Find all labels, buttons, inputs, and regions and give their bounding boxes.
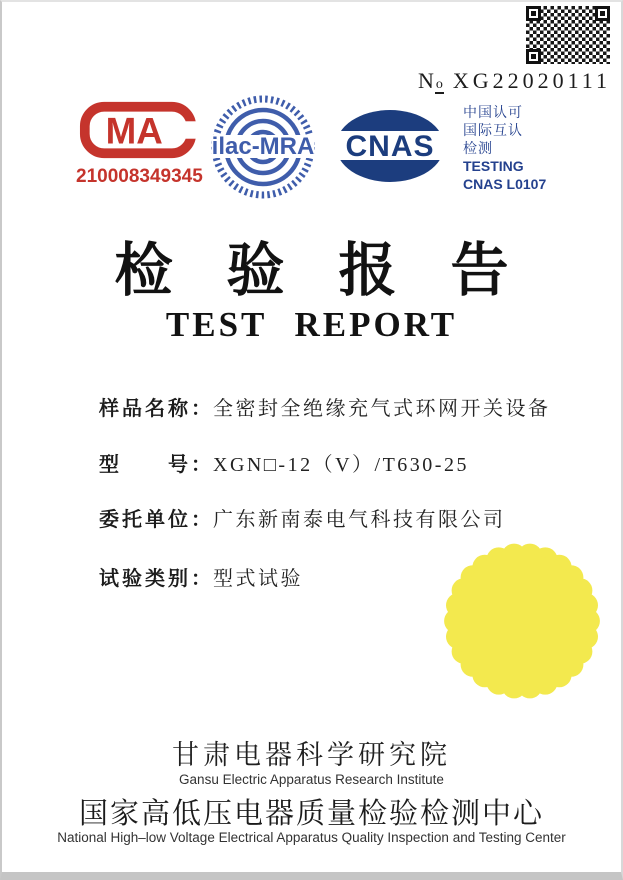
field-value: 全密封全绝缘充气式环网开关设备 — [213, 398, 551, 420]
report-number-value: XG22020111 — [452, 68, 611, 93]
report-number — [418, 68, 611, 94]
field-colon: ： — [191, 454, 211, 476]
ilac-mra-label: ilac-MRA — [211, 133, 315, 160]
field-label: 型 号 — [99, 454, 191, 476]
cnas-label: CNAS — [345, 130, 435, 163]
qr-finder-icon — [595, 6, 610, 21]
field-colon: ： — [191, 568, 211, 590]
qr-code — [526, 6, 610, 64]
ilac-mra-logo-icon — [210, 94, 316, 200]
field-label: 委托单位 — [99, 509, 191, 531]
cma-letters: MA — [105, 110, 163, 152]
field-test-category — [99, 566, 303, 592]
cma-logo-icon — [76, 100, 202, 160]
institute-name-cn: 甘肃电器科学研究院 — [172, 740, 451, 770]
testing-center-name-en: National High–low Voltage Electrical Apparatus Quality Inspection and Testing Center — [57, 830, 566, 845]
field-label: 试验类别 — [99, 568, 191, 590]
accreditation-line: TESTING — [463, 158, 524, 174]
yellow-seal-sticker — [440, 539, 604, 703]
field-sample-name — [99, 396, 551, 422]
field-value: 型式试验 — [213, 568, 303, 590]
field-value: XGN□-12（V）/T630-25 — [213, 454, 469, 476]
report-title-cn: 检验报告 — [114, 238, 563, 303]
cma-certificate-number: 210008349345 — [76, 166, 203, 187]
cma-mark — [76, 100, 202, 188]
accreditation-text — [463, 103, 546, 193]
report-number-ordinal: o — [435, 77, 443, 92]
field-client — [99, 507, 506, 533]
accreditation-line: 检测 — [463, 140, 493, 156]
qr-finder-icon — [526, 49, 541, 64]
cnas-logo-icon — [334, 108, 446, 184]
accreditation-line: 中国认可 — [463, 104, 523, 120]
field-model — [99, 452, 469, 478]
qr-finder-icon — [526, 6, 541, 21]
field-colon: ： — [191, 398, 211, 420]
accreditation-line: 国际互认 — [463, 122, 523, 138]
report-number-prefix: N — [417, 68, 435, 93]
field-value: 广东新南泰电气科技有限公司 — [213, 509, 506, 531]
institute-name-en: Gansu Electric Apparatus Research Institute — [179, 772, 444, 787]
report-title-en: TEST REPORT — [165, 305, 458, 344]
accreditation-line: CNAS L0107 — [463, 176, 547, 192]
testing-center-name-cn: 国家高低压电器质量检验检测中心 — [78, 798, 544, 830]
field-colon: ： — [191, 509, 211, 531]
field-label: 样品名称 — [99, 398, 191, 420]
